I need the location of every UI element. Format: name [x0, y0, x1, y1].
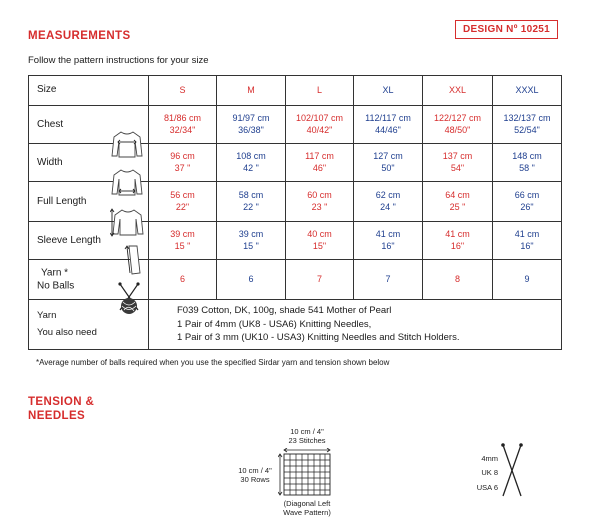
- balls-xxxl: 9: [493, 260, 562, 300]
- full-length-row: [29, 182, 562, 222]
- measurements-table: [28, 75, 562, 350]
- yarn-value: F039 Cotton, DK, 100g, shade 541 Mother of Pearl: [177, 304, 392, 316]
- sleeve-length-row: [29, 222, 562, 260]
- need-line-1: 1 Pair of 4mm (UK8 - USA6) Knitting Needles,: [177, 318, 372, 330]
- chest-row: [29, 106, 562, 144]
- width-row: [29, 144, 562, 182]
- full-length-xxl: 64 cm 25 ": [423, 182, 493, 222]
- subtitle: Follow the pattern instructions for your size: [28, 55, 209, 66]
- yarn-balls-row: [29, 260, 562, 300]
- need-row-label: You also need: [37, 326, 97, 338]
- full-length-xl: 62 cm 24 ": [354, 182, 423, 222]
- sleeve-length-xxl: 41 cm 16": [423, 222, 493, 260]
- tension-stitches-label: 10 cm / 4" 23 Stitches: [288, 427, 326, 446]
- balls-m: 6: [217, 260, 286, 300]
- chest-xl: 112/117 cm 44/46": [354, 106, 423, 144]
- full-length-l: 60 cm 23 ": [286, 182, 354, 222]
- tension-rows-label: 10 cm / 4" 30 Rows: [238, 466, 272, 485]
- yarn-label: Yarn *: [41, 267, 69, 278]
- chest-l: 102/107 cm 40/42": [286, 106, 354, 144]
- sleeve-length-l: 40 cm 15": [286, 222, 354, 260]
- size-l: L: [286, 76, 354, 106]
- full-length-xxxl: 66 cm 26": [493, 182, 562, 222]
- yarn-ball-icon: [116, 282, 142, 316]
- width-xxxl: 148 cm 58 ": [493, 144, 562, 182]
- chest-label-cell: [29, 106, 149, 144]
- balls-xl: 7: [354, 260, 423, 300]
- chest-s: 81/86 cm 32/34": [149, 106, 217, 144]
- tension-swatch-grid: [278, 448, 338, 498]
- sleeve-length-label: Sleeve Length: [37, 234, 101, 246]
- sleeve-length-xl: 41 cm 16": [354, 222, 423, 260]
- yarn-row-label: Yarn: [37, 310, 57, 322]
- full-length-m: 58 cm 22 ": [217, 182, 286, 222]
- balls-l: 7: [286, 260, 354, 300]
- no-balls-label: No Balls: [37, 280, 75, 292]
- sweater-length-icon: [110, 206, 144, 238]
- sweater-width-icon: [110, 167, 144, 197]
- measurements-heading: MEASUREMENTS: [28, 30, 131, 42]
- width-s: 96 cm 37 ": [149, 144, 217, 182]
- width-xl: 127 cm 50": [354, 144, 423, 182]
- size-label: Size: [29, 76, 149, 106]
- yarn-info-row: [29, 300, 562, 350]
- crossed-needles-icon: [500, 442, 524, 498]
- sweater-chest-icon: [110, 129, 144, 159]
- sleeve-length-m: 39 cm 15 ": [217, 222, 286, 260]
- size-header-row: [29, 76, 562, 106]
- chest-xxxl: 132/137 cm 52/54": [493, 106, 562, 144]
- tension-pattern-label: (Diagonal Left Wave Pattern): [283, 499, 331, 518]
- full-length-label: Full Length: [37, 195, 87, 207]
- size-s: S: [149, 76, 217, 106]
- tension-heading: TENSION & NEEDLES: [28, 396, 95, 422]
- design-number-badge: DESIGN Nº 10251: [455, 20, 558, 39]
- size-m: M: [217, 76, 286, 106]
- size-xxxl: XXXL: [493, 76, 562, 106]
- need-line-2: 1 Pair of 3 mm (UK10 - USA3) Knitting Needles and Stitch Holders.: [177, 332, 460, 344]
- sleeve-icon: [124, 244, 142, 276]
- width-m: 108 cm 42 ": [217, 144, 286, 182]
- chest-xxl: 122/127 cm 48/50": [423, 106, 493, 144]
- width-l: 117 cm 46": [286, 144, 354, 182]
- balls-xxl: 8: [423, 260, 493, 300]
- width-xxl: 137 cm 54": [423, 144, 493, 182]
- sleeve-length-s: 39 cm 15 ": [149, 222, 217, 260]
- full-length-s: 56 cm 22": [149, 182, 217, 222]
- needle-uk: UK 8: [481, 468, 498, 478]
- needle-usa: USA 6: [476, 482, 498, 492]
- sleeve-length-xxxl: 41 cm 16": [493, 222, 562, 260]
- balls-s: 6: [149, 260, 217, 300]
- yarn-info-values: [149, 300, 562, 350]
- size-xxl: XXL: [423, 76, 493, 106]
- width-label: Width: [37, 156, 63, 168]
- chest-label: Chest: [37, 118, 64, 130]
- footnote: *Average number of balls required when you use the specified Sirdar yarn and tension shown below: [36, 358, 390, 367]
- needle-size-labels: [468, 452, 498, 495]
- size-xl: XL: [354, 76, 423, 106]
- chest-m: 91/97 cm 36/38": [217, 106, 286, 144]
- needle-mm: 4mm: [481, 454, 498, 463]
